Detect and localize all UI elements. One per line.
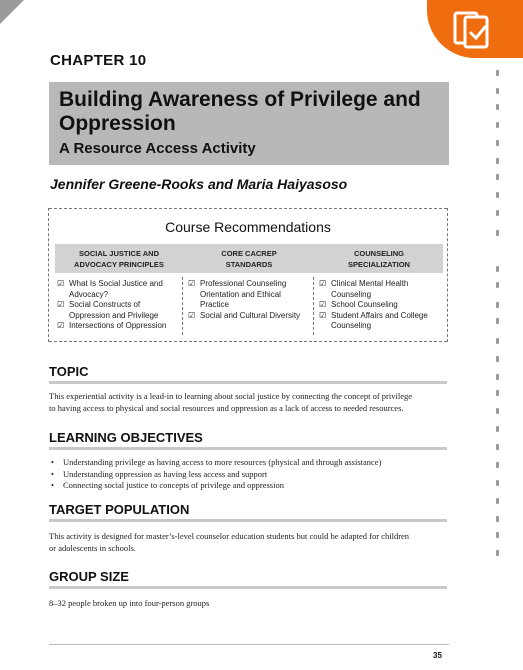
column-social-justice <box>57 279 179 332</box>
page-number: 35 <box>433 651 442 660</box>
chapter-number: CHAPTER 10 <box>50 52 147 69</box>
scan-mark <box>496 266 499 272</box>
footer-rule <box>49 644 449 645</box>
page-corner-left <box>0 0 24 24</box>
checkbox-icon: ☑ <box>319 310 327 320</box>
pdf-reader-badge[interactable] <box>427 0 523 58</box>
scan-mark <box>496 550 499 556</box>
recommendation-item: ☑ Student Affairs and College Counseling <box>319 310 428 330</box>
scan-mark <box>496 122 499 128</box>
course-recommendations-box <box>49 208 447 342</box>
topic-heading: TOPIC <box>49 364 89 379</box>
scan-mark <box>496 516 499 522</box>
scan-mark <box>496 426 499 432</box>
column-heading-cacrep: CORE CACREP STANDARDS <box>221 249 277 269</box>
chapter-subtitle: A Resource Access Activity <box>59 140 256 157</box>
checkbox-icon: ☑ <box>319 279 327 288</box>
recommendations-title: Course Recommendations <box>165 219 331 235</box>
scan-mark <box>496 174 499 180</box>
authors: Jennifer Greene-Rooks and Maria Haiyasoso <box>50 176 348 192</box>
group-size-heading: GROUP SIZE <box>49 569 129 584</box>
checkbox-icon: ☑ <box>188 279 196 288</box>
recommendation-item: ☑ Social Constructs of Oppression and Privilege <box>57 300 159 320</box>
recommendation-item: ☑ Intersections of Oppression <box>57 321 167 330</box>
scan-mark <box>496 338 499 344</box>
recommendation-item: ☑ What Is Social Justice and Advocacy? <box>57 279 163 299</box>
recommendation-item: ☑ Professional Counseling Orientation and Ethical Practice <box>188 279 287 309</box>
scan-mark <box>496 140 499 146</box>
scan-mark <box>496 462 499 468</box>
margin-artifacts <box>492 70 512 590</box>
scan-mark <box>496 104 499 110</box>
checkbox-icon: ☑ <box>319 300 327 309</box>
objectives-heading: LEARNING OBJECTIVES <box>49 430 203 445</box>
column-cacrep <box>188 279 310 321</box>
list-item: • Connecting social justice to concepts of privilege and oppression <box>49 480 449 492</box>
objectives-list <box>49 457 449 492</box>
column-heading-social-justice: SOCIAL JUSTICE AND ADVOCACY PRINCIPLES <box>74 249 164 269</box>
scan-mark <box>496 210 499 216</box>
target-population-text: This activity is designed for master’s-level counselor education students but could be adapted for children or adolescents in schools. <box>49 531 410 553</box>
recommendation-item: ☑ School Counseling <box>319 300 398 309</box>
topic-text: This experiential activity is a lead-in to learning about social justice by connecting the concept of privilege to having access to physical and social resources and oppression as a lack of access to needed resources. <box>49 391 413 413</box>
scan-mark <box>496 192 499 198</box>
scan-mark <box>496 390 499 396</box>
scan-mark <box>496 532 499 538</box>
scan-mark <box>496 498 499 504</box>
checkbox-icon: ☑ <box>57 300 65 309</box>
scan-mark <box>496 88 499 94</box>
scan-mark <box>496 374 499 380</box>
group-size-text: 8–32 people broken up into four-person groups <box>49 598 210 608</box>
checkbox-icon: ☑ <box>188 310 196 320</box>
scan-mark <box>496 70 499 76</box>
scan-mark <box>496 356 499 362</box>
scan-mark <box>496 158 499 164</box>
scan-mark <box>496 302 499 308</box>
checkbox-icon: ☑ <box>57 321 65 330</box>
scan-mark <box>496 480 499 486</box>
chapter-title: Building Awareness of Privilege and Oppression <box>59 88 421 135</box>
checkbox-icon: ☑ <box>57 279 65 288</box>
recommendations-header-row <box>55 244 443 273</box>
target-population-heading: TARGET POPULATION <box>49 502 190 517</box>
scan-mark <box>496 318 499 324</box>
title-banner <box>49 82 449 165</box>
column-heading-specialization: COUNSELING SPECIALIZATION <box>348 249 410 269</box>
list-item: • Understanding privilege as having access to more resources (physical and through assistance) <box>49 457 449 469</box>
scan-mark <box>496 282 499 288</box>
recommendation-item: ☑ Social and Cultural Diversity <box>188 310 301 320</box>
scan-mark <box>496 444 499 450</box>
recommendation-item: ☑ Clinical Mental Health Counseling <box>319 279 409 299</box>
pdf-document-icon <box>451 9 501 49</box>
column-specialization <box>319 279 443 332</box>
scan-mark <box>496 230 499 236</box>
list-item: • Understanding oppression as having less access and support <box>49 469 449 481</box>
scan-mark <box>496 408 499 414</box>
